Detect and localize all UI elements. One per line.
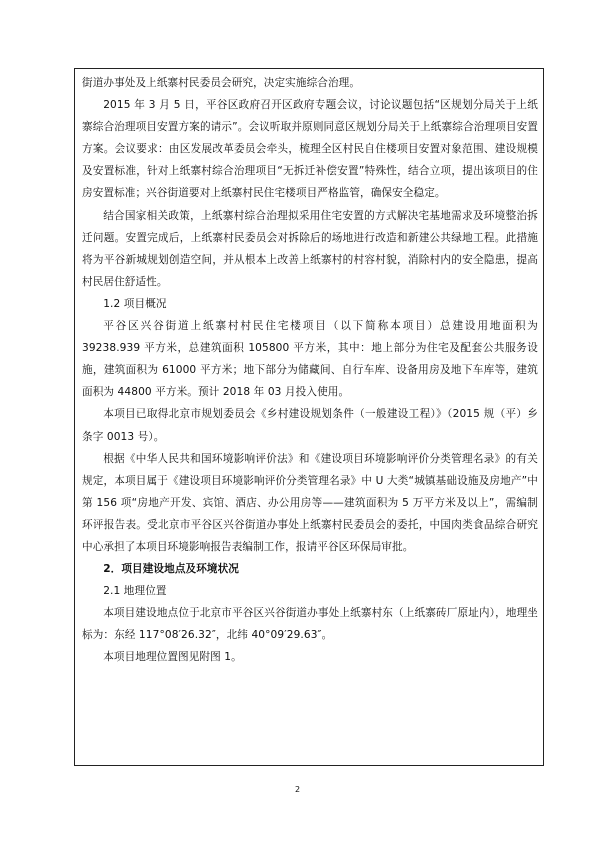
section-heading-2: 2．项目建设地点及环境状况: [103, 563, 239, 576]
section-heading-2-1: 2.1 地理位置: [103, 585, 167, 598]
paragraph-continuation: 街道办事处及上纸寨村民委员会研究，决定实施综合治理。: [82, 77, 361, 89]
paragraph-policy: 结合国家相关政策，上纸寨村综合治理拟采用住宅安置的方式解决宅基地需求及环境整治拆迁问题。安置完成后，上纸寨村民委员会对拆除后的场地进行改造和新建公共绿地工程。此措施将为平谷新城规划创造空间，并从根本上改善上纸寨村的村容村貌，消除村内的安全隐患，提高村民居住舒适性。: [82, 209, 538, 288]
paragraph-location: 本项目建设地点位于北京市平谷区兴谷街道办事处上纸寨村东（上纸寨砖厂原址内），地理坐标为：东经 117°08′26.32″，北纬 40°09′29.63″。: [82, 607, 538, 642]
paragraph-project-overview: 平谷区兴谷街道上纸寨村村民住宅楼项目（以下简称本项目）总建设用地面积为 39238.939 平方米，总建筑面积 105800 平方米，其中：地上部分为住宅及配套公共服务设施，建筑面积为 61000 平方米；地下部分为储藏间、自行车库、设备用房及地下车库等，建筑面积为 44800 平方米。预计 2018 年 03 月投入使用。: [82, 320, 538, 399]
paragraph-meeting: 2015 年 3 月 5 日，平谷区政府召开区政府专题会议，讨论议题包括“区规划分局关于上纸寨综合治理项目安置方案的请示”。会议听取并原则同意区规划分局关于上纸寨综合治理项目安置方案。会议要求：由区发展改革委员会牵头，梳理全区村民自住楼项目安置对象范围、建设规模及安置标准，针对上纸寨村综合治理项目“无拆迁补偿安置”特殊性，结合立项，提出该项目的住房安置标准；兴谷街道要对上纸寨村民住宅楼项目严格监管，确保安全稳定。: [82, 99, 538, 200]
page-number: 2: [294, 785, 301, 794]
paragraph-location-figure: 本项目地理位置图见附图 1。: [103, 651, 242, 664]
document-body: [82, 72, 538, 669]
paragraph-eia-basis: 根据《中华人民共和国环境影响评价法》和《建设项目环境影响评价分类管理名录》的有关规定，本项目属于《建设项目环境影响评价分类管理名录》中 U 大类“城镇基础设施及房地产”中第 156 项“房地产开发、宾馆、酒店、办公用房等——建筑面积为 5 万平方米及以上”，需编制环评报告表。受北京市平谷区兴谷街道办事处上纸寨村民委员会的委托，中国肉类食品综合研究中心承担了本项目环境影响报告表编制工作，报请平谷区环保局审批。: [82, 452, 538, 553]
section-heading-1-2: 1.2 项目概况: [103, 297, 167, 310]
paragraph-planning-permit: 本项目已取得北京市规划委员会《乡村建设规划条件（一般建设工程）》（2015 规（平）乡条字 0013 号）。: [82, 408, 538, 443]
